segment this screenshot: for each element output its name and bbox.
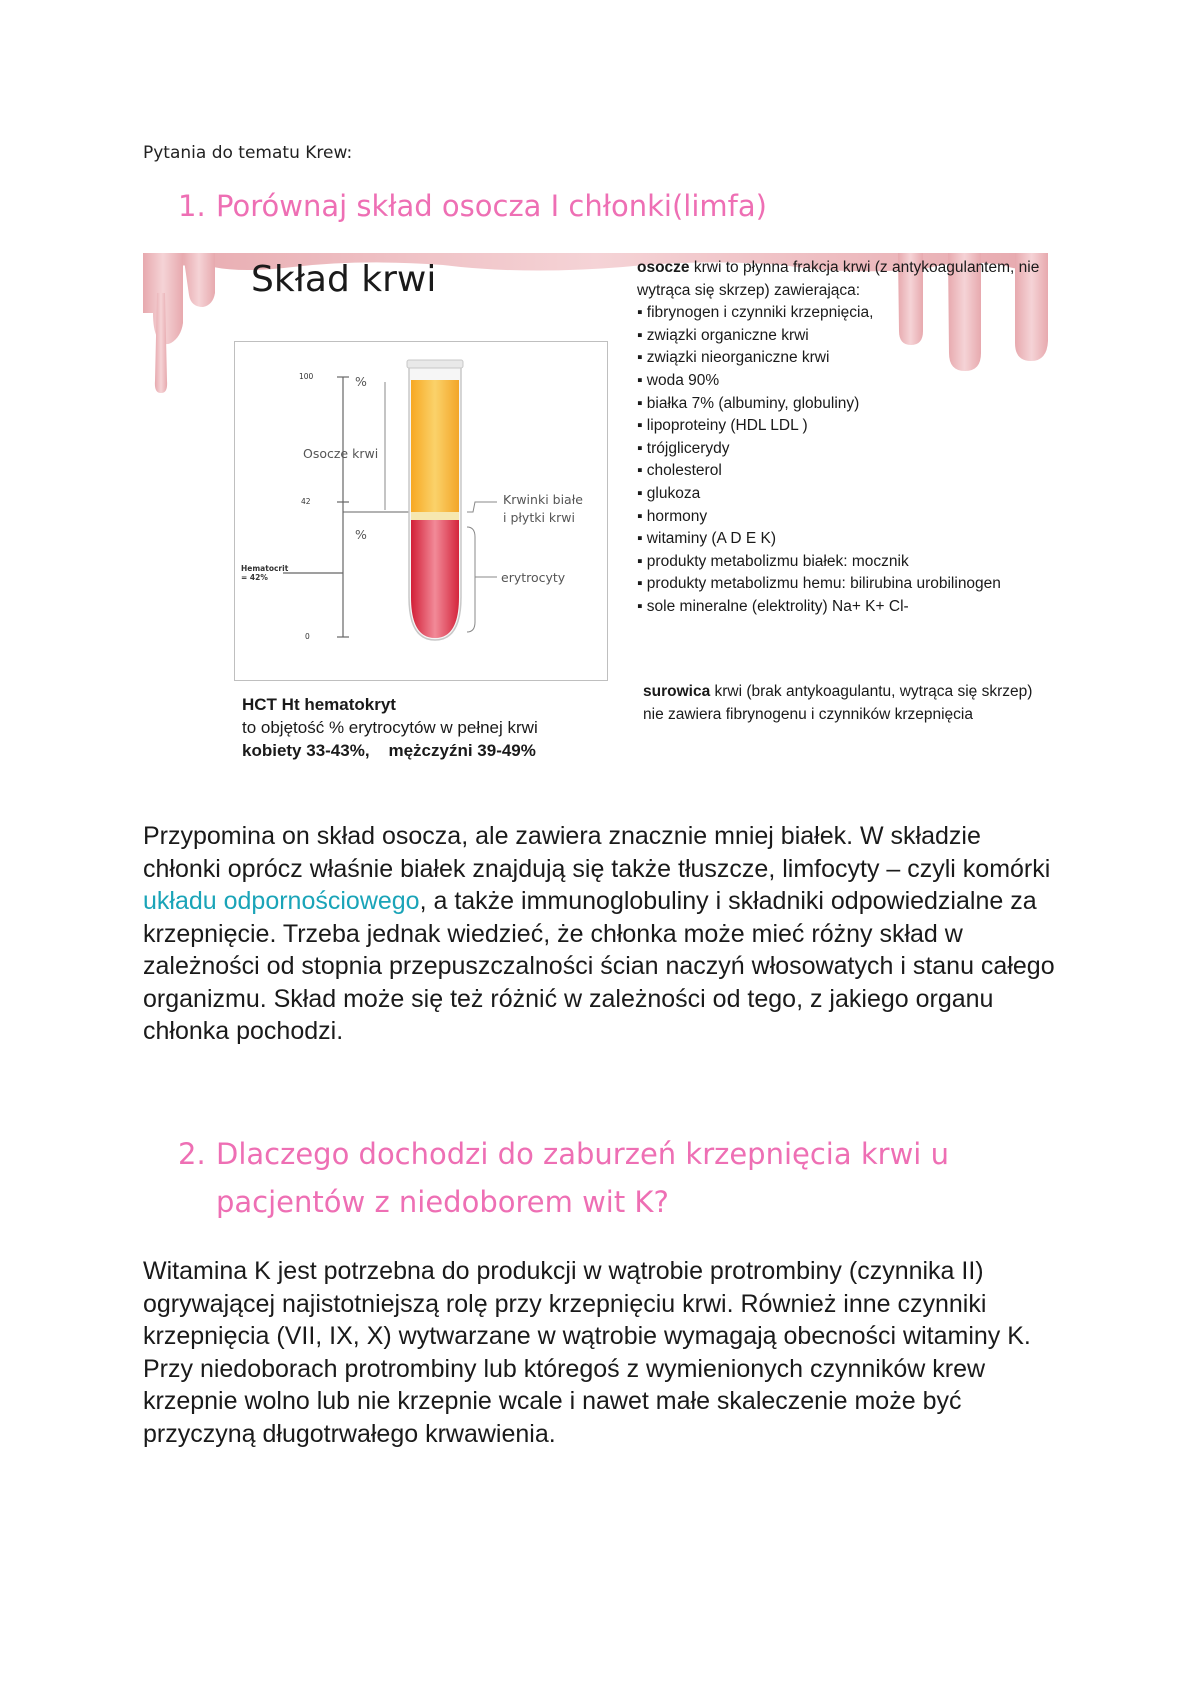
plasma-item: ▪ białka 7% (albuminy, globuliny): [637, 394, 860, 412]
immune-system-link[interactable]: układu odpornościowego: [143, 887, 420, 915]
plasma-term: osocze: [637, 259, 690, 276]
plasma-label: Osocze krwi: [303, 446, 379, 461]
page-header: Pytania do tematu Krew:: [143, 143, 353, 163]
plasma-item: ▪ witaminy (A D E K): [637, 530, 776, 548]
serum-description: [643, 681, 1043, 726]
question-1-title: Porównaj skład osocza I chłonki(limfa): [216, 189, 767, 223]
wbc-label-line-1: Krwinki białe: [503, 492, 583, 507]
hct-men: mężczyźni 39-49%: [388, 741, 536, 760]
answer-1-text-after: , a także immunoglobuliny i składniki odpowiedzialne za krzepnięcie. Trzeba jednak wiedzieć, że chłonka może mieć różny skład w zależności od stopnia przepuszczalności ścian naczyń włosowatych i stanu całego organizmu. Skład może się też różnić w zależności od tego, z jakiego organu chłonka pochodzi.: [143, 887, 1055, 1045]
hematocrit-label-line-2: = 42%: [241, 573, 268, 582]
serum-term: surowica: [643, 683, 711, 700]
plasma-item: ▪ związki organiczne krwi: [637, 326, 809, 344]
hct-description: to objętość % erytrocytów w pełnej krwi: [242, 718, 538, 737]
plasma-item: ▪ sole mineralne (elektrolity) Na+ K+ Cl-: [637, 597, 909, 615]
hct-title: HCT Ht hematokryt: [242, 695, 396, 714]
answer-2-paragraph: Witamina K jest potrzebna do produkcji w wątrobie protrombiny (czynnika II) ogrywającej najistotniejszą rolę przy krzepnięciu krwi. Również inne czynniki krzepnięcia (VII, IX, X) wytwarzane w wątrobie wymagają obecności witaminy K. Przy niedoborach protrombiny lub któregoś z wymienionych czynników krew krzepnie wolno lub nie krzepnie wcale i nawet małe skaleczenie może być przyczyną długotrwałego krwawienia.: [143, 1257, 1031, 1448]
question-2-title: Dlaczego dochodzi do zaburzeń krzepnięcia krwi u pacjentów z niedoborem wit K?: [216, 1137, 949, 1219]
question-1-number: 1.: [178, 189, 206, 223]
answer-1-text-before: Przypomina on skład osocza, ale zawiera znacznie mniej białek. W składzie chłonki oprócz właśnie białek znajdują się także tłuszcze, limfocyty – czyli komórki: [143, 822, 1051, 883]
question-2-heading: [178, 1130, 1058, 1226]
plasma-item: ▪ hormony: [637, 507, 708, 525]
hematocrit-info: [242, 693, 538, 762]
plasma-item: ▪ fibrynogen i czynniki krzepnięcia,: [637, 304, 874, 322]
hematocrit-label-line-1: Hematocrit: [241, 564, 289, 573]
plasma-item: ▪ lipoproteiny (HDL LDL ): [637, 417, 808, 435]
plasma-item: ▪ glukoza: [637, 484, 701, 502]
axis-label-100: 100: [299, 372, 314, 381]
plasma-item: ▪ woda 90%: [637, 371, 720, 389]
axis-label-42: 42: [301, 497, 311, 506]
axis-label-0: 0: [305, 632, 310, 641]
test-tube-diagram: [234, 341, 608, 681]
serum-definition: krwi (brak antykoagulantu, wytrąca się skrzep) nie zawiera fibrynogenu i czynników krzepnięcia: [643, 683, 1033, 723]
plasma-definition: krwi to płynna frakcja krwi (z antykoagulantem, nie wytrąca się skrzep) zawierająca:: [637, 259, 1040, 299]
question-2-number: 2.: [178, 1137, 206, 1171]
blood-composition-figure: [143, 253, 1048, 765]
answer-1-paragraph: [143, 820, 1063, 1048]
plasma-item: ▪ cholesterol: [637, 462, 722, 480]
rbc-label: erytrocyty: [501, 570, 566, 585]
percent-label-top: %: [355, 374, 367, 389]
percent-label-bottom: %: [355, 527, 367, 542]
question-1-heading: [178, 182, 1078, 230]
figure-title: Skład krwi: [251, 259, 437, 300]
wbc-label-line-2: i płytki krwi: [503, 510, 575, 525]
plasma-item: ▪ produkty metabolizmu hemu: bilirubina urobilinogen: [637, 575, 1001, 593]
hct-women: kobiety 33-43%,: [242, 741, 370, 760]
plasma-composition-list: [637, 257, 1047, 619]
plasma-item: ▪ trójglicerydy: [637, 439, 730, 457]
plasma-item: ▪ związki nieorganiczne krwi: [637, 349, 830, 367]
plasma-item: ▪ produkty metabolizmu białek: mocznik: [637, 552, 909, 570]
